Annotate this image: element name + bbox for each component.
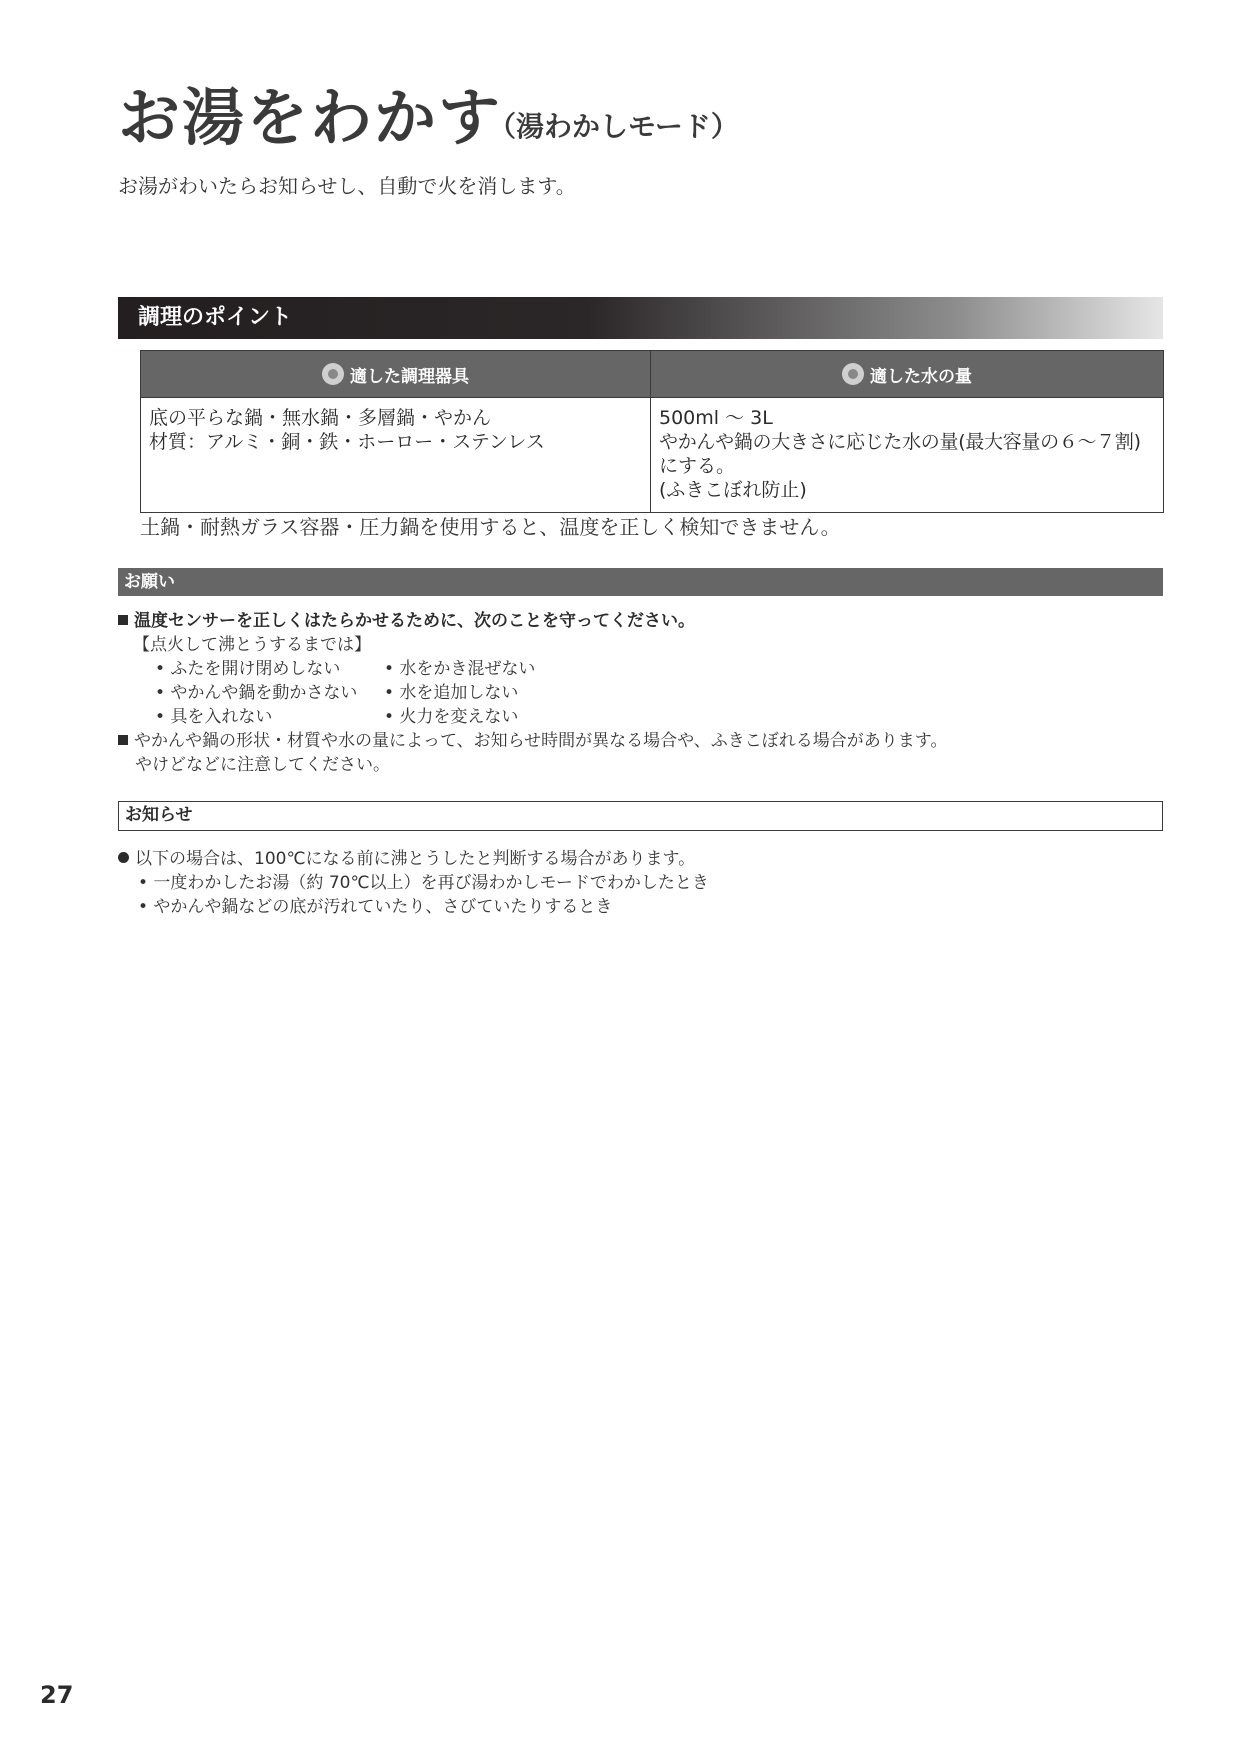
header-cookware	[141, 351, 651, 398]
water-cell	[651, 398, 1164, 513]
request-bullet: • 水を追加しない	[384, 683, 519, 703]
request-heading: お願い	[118, 568, 1163, 596]
request-item-2	[118, 729, 947, 753]
cookware-warning: 土鍋・耐熱ガラス容器・圧力鍋を使用すると、温度を正しく検知できません。	[140, 515, 841, 539]
request-item-1	[118, 609, 695, 633]
header-water-label: 適した水の量	[870, 366, 972, 387]
notice-heading: お知らせ	[118, 801, 1163, 831]
header-cookware-label: 適した調理器具	[350, 366, 469, 387]
table-header-row	[141, 351, 1164, 398]
circle-mark-icon	[322, 363, 344, 385]
water-guidance-cont: にする。	[659, 455, 736, 477]
intro-text: お湯がわいたらお知らせし、自動で火を消します。	[118, 174, 576, 198]
page-subtitle: （湯わかしモード）	[488, 110, 739, 143]
cookware-cell	[141, 398, 651, 513]
cooking-points-heading: 調理のポイント	[118, 297, 1163, 339]
cooking-points-table	[140, 350, 1164, 513]
circle-mark-icon	[842, 363, 864, 385]
request-item-2-text: やかんや鍋の形状・材質や水の量によって、お知らせ時間が異なる場合や、ふきこぼれる場合があります。	[134, 731, 948, 751]
request-bullet: • 火力を変えない	[384, 707, 519, 727]
request-item-2-cont: やけどなどに注意してください。	[135, 755, 390, 775]
request-condition: 【点火して沸とうするまでは】	[133, 635, 371, 655]
square-bullet-icon	[118, 735, 128, 745]
request-bullet: • 具を入れない	[155, 707, 273, 727]
page-title: お湯をわかす	[118, 81, 503, 154]
notice-main	[118, 847, 695, 871]
table-row	[141, 398, 1164, 513]
water-range: 500ml ～ 3L	[659, 407, 773, 429]
dot-bullet-icon	[118, 852, 129, 863]
request-item-1-text: 温度センサーを正しくはたらかせるために、次のことを守ってください。	[134, 611, 695, 631]
request-bullet: • ふたを開け閉めしない	[155, 659, 341, 679]
request-bullet: • 水をかき混ぜない	[384, 659, 536, 679]
cookware-line: 底の平らな鍋・無水鍋・多層鍋・やかん	[149, 407, 492, 429]
water-guidance: やかんや鍋の大きさに応じた水の量(最大容量の６～７割)	[659, 431, 1141, 453]
water-boilover-note: (ふきこぼれ防止)	[659, 479, 807, 501]
notice-main-text: 以下の場合は、100℃になる前に沸とうしたと判断する場合があります。	[135, 849, 696, 869]
header-water-amount	[651, 351, 1164, 398]
notice-bullet: • 一度わかしたお湯（約 70℃以上）を再び湯わかしモードでわかしたとき	[138, 873, 709, 893]
page-number: 27	[40, 1681, 74, 1709]
square-bullet-icon	[118, 615, 128, 625]
notice-bullet: • やかんや鍋などの底が汚れていたり、さびていたりするとき	[138, 897, 613, 917]
material-line: 材質：アルミ・銅・鉄・ホーロー・ステンレス	[149, 431, 545, 453]
request-bullet: • やかんや鍋を動かさない	[155, 683, 358, 703]
